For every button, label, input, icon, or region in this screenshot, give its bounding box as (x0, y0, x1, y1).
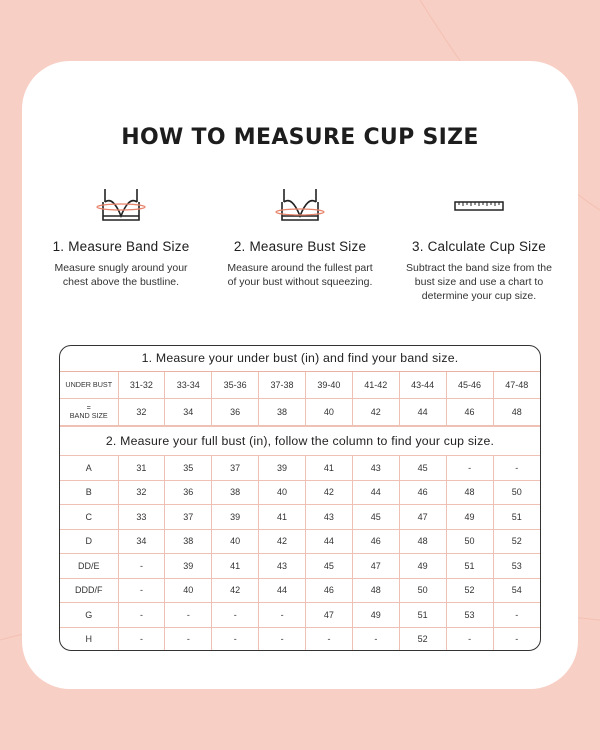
table-row (60, 505, 540, 530)
cup-label-cell: C (60, 505, 118, 530)
step-heading: 1. Measure Band Size (52, 239, 190, 254)
under-bust-cell: 31-32 (118, 372, 165, 399)
step-description: Subtract the band size from the bust size and use a chart to determine your cup size. (406, 262, 552, 302)
band-size-cell: 38 (259, 399, 306, 426)
cup-value-cell: 47 (306, 603, 353, 628)
cup-value-cell: 48 (399, 529, 446, 554)
cup-value-cell: 42 (212, 578, 259, 603)
cup-value-cell: 38 (165, 529, 212, 554)
size-chart-table (59, 345, 541, 651)
cup-value-cell: 43 (306, 505, 353, 530)
cup-value-cell: 49 (352, 603, 399, 628)
cup-value-cell: 44 (352, 480, 399, 505)
cup-value-cell: 53 (493, 554, 540, 579)
cup-value-cell: 43 (352, 456, 399, 480)
table-row (60, 529, 540, 554)
under-bust-cell: 43-44 (399, 372, 446, 399)
cup-value-cell: 52 (446, 578, 493, 603)
cup-value-cell: 35 (165, 456, 212, 480)
cup-value-cell: 40 (259, 480, 306, 505)
under-bust-cell: 35-36 (212, 372, 259, 399)
cup-label-cell: D (60, 529, 118, 554)
cup-value-cell: 44 (306, 529, 353, 554)
cup-value-cell: 50 (399, 578, 446, 603)
band-size-cell: 42 (352, 399, 399, 426)
under-bust-cell: 37-38 (259, 372, 306, 399)
cup-value-cell: 50 (446, 529, 493, 554)
cup-label-cell: G (60, 603, 118, 628)
table-row (60, 456, 540, 480)
cup-value-cell: - (165, 603, 212, 628)
cup-value-cell: 38 (212, 480, 259, 505)
cup-value-cell: - (446, 456, 493, 480)
cup-value-cell: - (259, 603, 306, 628)
cup-value-cell: 36 (165, 480, 212, 505)
cup-value-cell: 42 (259, 529, 306, 554)
band-size-cell: 32 (118, 399, 165, 426)
cup-value-cell: - (118, 627, 165, 651)
cup-value-cell: 32 (118, 480, 165, 505)
cup-value-cell: 40 (165, 578, 212, 603)
table-row (60, 603, 540, 628)
under-bust-cell: 33-34 (165, 372, 212, 399)
under-bust-label: UNDER BUST (60, 372, 118, 399)
cup-value-cell: 51 (399, 603, 446, 628)
step-bust-size (215, 183, 385, 289)
band-size-cell: 36 (212, 399, 259, 426)
cup-value-cell: - (212, 627, 259, 651)
cup-value-cell: - (212, 603, 259, 628)
cup-value-cell: 51 (446, 554, 493, 579)
ruler-icon (394, 183, 564, 229)
table-row (60, 554, 540, 579)
cup-value-cell: - (259, 627, 306, 651)
band-size-table (60, 372, 540, 426)
table-row (60, 627, 540, 651)
cup-value-cell: 37 (212, 456, 259, 480)
under-bust-cell: 47-48 (493, 372, 540, 399)
bra-bust-icon (215, 183, 385, 229)
cup-value-cell: 39 (165, 554, 212, 579)
cup-value-cell: 39 (259, 456, 306, 480)
cup-value-cell: 48 (352, 578, 399, 603)
cup-value-cell: 52 (399, 627, 446, 651)
table-row (60, 480, 540, 505)
page-title: HOW TO MEASURE CUP SIZE (121, 125, 479, 150)
cup-value-cell: - (493, 627, 540, 651)
table-row (60, 399, 540, 426)
band-size-cell: 34 (165, 399, 212, 426)
cup-value-cell: 54 (493, 578, 540, 603)
cup-value-cell: 45 (306, 554, 353, 579)
bra-band-icon (36, 183, 206, 229)
cup-value-cell: - (352, 627, 399, 651)
band-size-label-cell (60, 399, 118, 426)
cup-value-cell: 41 (306, 456, 353, 480)
cup-value-cell: - (118, 603, 165, 628)
band-size-cell: 40 (306, 399, 353, 426)
cup-value-cell: 41 (259, 505, 306, 530)
cup-label-cell: H (60, 627, 118, 651)
cup-value-cell: 46 (399, 480, 446, 505)
cup-value-cell: 45 (399, 456, 446, 480)
cup-value-cell: - (118, 578, 165, 603)
step-description: Measure around the fullest part of your bust without squeezing. (227, 262, 373, 288)
cup-label-cell: B (60, 480, 118, 505)
cup-value-cell: - (493, 456, 540, 480)
cup-value-cell: 46 (306, 578, 353, 603)
cup-value-cell: - (118, 554, 165, 579)
cup-value-cell: 47 (352, 554, 399, 579)
cup-value-cell: - (493, 603, 540, 628)
equals-label: = (86, 403, 91, 412)
cup-value-cell: 53 (446, 603, 493, 628)
cup-value-cell: 51 (493, 505, 540, 530)
cup-value-cell: 49 (399, 554, 446, 579)
cup-value-cell: - (306, 627, 353, 651)
under-bust-cell: 45-46 (446, 372, 493, 399)
cup-value-cell: 45 (352, 505, 399, 530)
cup-value-cell: 46 (352, 529, 399, 554)
cup-value-cell: 40 (212, 529, 259, 554)
cup-value-cell: 31 (118, 456, 165, 480)
step-description: Measure snugly around your chest above the bustline. (54, 262, 188, 288)
cup-value-cell: 49 (446, 505, 493, 530)
cup-value-cell: 37 (165, 505, 212, 530)
band-size-cell: 48 (493, 399, 540, 426)
cup-size-table (60, 456, 540, 651)
cup-value-cell: 43 (259, 554, 306, 579)
table-row (60, 372, 540, 399)
cup-label-cell: A (60, 456, 118, 480)
band-size-cell: 46 (446, 399, 493, 426)
under-bust-cell: 41-42 (352, 372, 399, 399)
cup-value-cell: 44 (259, 578, 306, 603)
cup-value-cell: 41 (212, 554, 259, 579)
info-card (22, 61, 578, 689)
step-band-size (36, 183, 206, 289)
cup-value-cell: 47 (399, 505, 446, 530)
cup-label-cell: DD/E (60, 554, 118, 579)
band-instruction: 1. Measure your under bust (in) and find your band size. (60, 346, 540, 372)
cup-value-cell: - (165, 627, 212, 651)
cup-value-cell: 39 (212, 505, 259, 530)
cup-value-cell: 33 (118, 505, 165, 530)
table-row (60, 578, 540, 603)
band-size-label: BAND SIZE (69, 411, 108, 420)
cup-value-cell: 34 (118, 529, 165, 554)
step-calculate-cup (394, 183, 564, 303)
cup-value-cell: 48 (446, 480, 493, 505)
cup-value-cell: 42 (306, 480, 353, 505)
step-heading: 3. Calculate Cup Size (411, 239, 547, 254)
cup-value-cell: 50 (493, 480, 540, 505)
under-bust-cell: 39-40 (306, 372, 353, 399)
cup-instruction: 2. Measure your full bust (in), follow the column to find your cup size. (60, 426, 540, 456)
band-size-cell: 44 (399, 399, 446, 426)
cup-value-cell: - (446, 627, 493, 651)
cup-label-cell: DDD/F (60, 578, 118, 603)
step-heading: 2. Measure Bust Size (233, 239, 367, 254)
cup-value-cell: 52 (493, 529, 540, 554)
